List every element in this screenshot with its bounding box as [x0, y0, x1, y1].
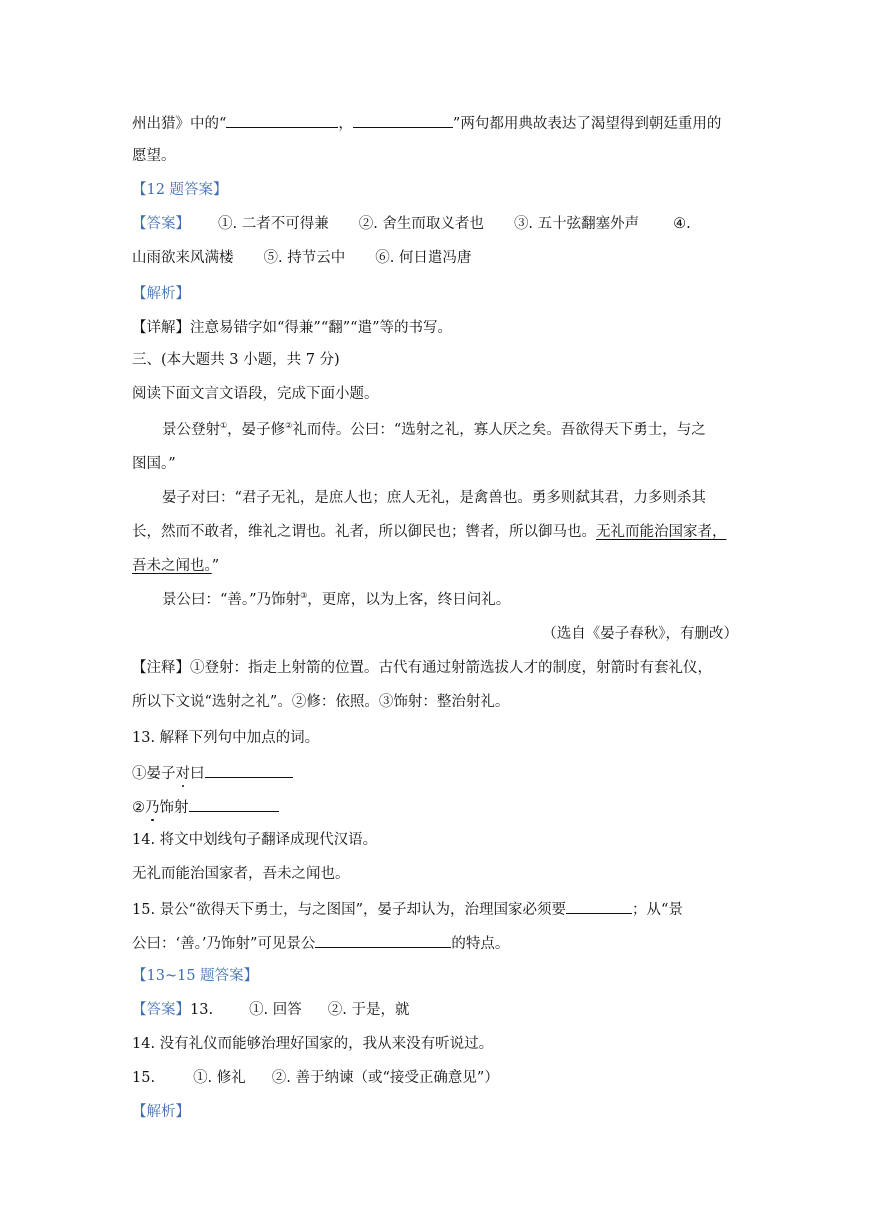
- q13-item-2: ②乃饰射: [132, 796, 738, 818]
- q12-answer-line-1: 【答案】 ①. 二者不可得兼 ②. 舍生而取义者也 ③. 五十弦翻塞外声 ④.: [132, 216, 691, 232]
- q11-continuation-end: 愿望。: [132, 148, 176, 164]
- q12-answer-line-2: 山雨欲来风满楼 ⑤. 持节云中 ⑥. 何日遣冯唐: [132, 250, 472, 266]
- q13-15-answer-heading: 【13~15 题答案】: [132, 968, 259, 984]
- q14-answer: 14. 没有礼仪而能够治理好国家的，我从来没有听说过。: [132, 1036, 494, 1052]
- passage-paragraph-2-line-2: 长，然而不敢者，维礼之谓也。礼者，所以御民也；辔者，所以御马也。无礼而能治国家者，: [132, 524, 727, 540]
- q15-answer-blank-2[interactable]: [315, 932, 451, 948]
- q14-sentence: 无礼而能治国家者，吾未之闻也。: [132, 866, 350, 882]
- q12-answer-heading: 【12 题答案】: [132, 182, 228, 198]
- q13-answer-blank-2[interactable]: [189, 796, 279, 812]
- q15-answer-blank-1[interactable]: [566, 898, 632, 914]
- passage-paragraph-2-line-3: 吾未之闻也。”: [132, 558, 220, 574]
- q13-answer-blank-1[interactable]: [205, 762, 293, 778]
- fill-blank-2[interactable]: [353, 112, 453, 128]
- dotted-word: 乃: [145, 800, 160, 816]
- q13-15-analysis-label: 【解析】: [132, 1104, 190, 1120]
- q15-stem-line-2: 公曰：‘善。’乃饰射”可见景公 的特点。: [132, 932, 738, 954]
- q11-continuation: 州出猎》中的“ ， ”两句都用典故表达了渴望得到朝廷重用的: [132, 112, 738, 134]
- q12-analysis-label: 【解析】: [132, 286, 190, 302]
- q13-stem: 13. 解释下列句中加点的词。: [132, 730, 320, 746]
- dotted-word: 对: [175, 766, 190, 782]
- passage-paragraph-1: 景公登射①，晏子修②礼而侍。公曰：“选射之礼，寡人厌之矣。吾欲得天下勇士，与之: [162, 421, 706, 438]
- notes-line-1: 【注释】①登射：指走上射箭的位置。古代有通过射箭选拔人才的制度，射箭时有套礼仪，: [132, 660, 712, 676]
- passage-paragraph-3: 景公曰：“善。”乃饰射③，更席，以为上客，终日问礼。: [162, 591, 511, 608]
- notes-line-2: 所以下文说“选射之礼”。②修：依照。③饰射：整治射礼。: [132, 694, 510, 710]
- q13-item-1: ①晏子对曰: [132, 762, 738, 784]
- q13-answer: 【答案】13. ①. 回答 ②. 于是，就: [132, 1002, 410, 1018]
- section-3-title: 三、(本大题共 3 小题，共 7 分): [132, 352, 340, 368]
- q14-stem: 14. 将文中划线句子翻译成现代汉语。: [132, 832, 378, 848]
- fill-blank-1[interactable]: [226, 112, 338, 128]
- underlined-sentence: 无礼而能治国家者，: [596, 524, 727, 540]
- answer-label: 【答案】: [132, 216, 190, 232]
- q15-stem-line-1: 15. 景公“欲得天下勇士，与之图国”，晏子却认为，治理国家必须要 ；从“景: [132, 898, 738, 920]
- passage-paragraph-2: 晏子对曰：“君子无礼，是庶人也；庶人无礼，是禽兽也。勇多则弑其君，力多则杀其: [162, 490, 706, 506]
- passage-paragraph-1-end: 图国。”: [132, 456, 176, 472]
- section-3-intro: 阅读下面文言文语段，完成下面小题。: [132, 386, 379, 402]
- q12-detail: 【详解】注意易错字如“得兼”“翻”“遣”等的书写。: [132, 320, 452, 336]
- underlined-sentence-end: 吾未之闻也。: [132, 558, 212, 574]
- answer-label: 【答案】: [132, 1002, 190, 1018]
- q15-answer: 15. ①. 修礼 ②. 善于纳谏（或“接受正确意见”）: [132, 1070, 499, 1086]
- passage-source: （选自《晏子春秋》，有删改）: [542, 626, 738, 642]
